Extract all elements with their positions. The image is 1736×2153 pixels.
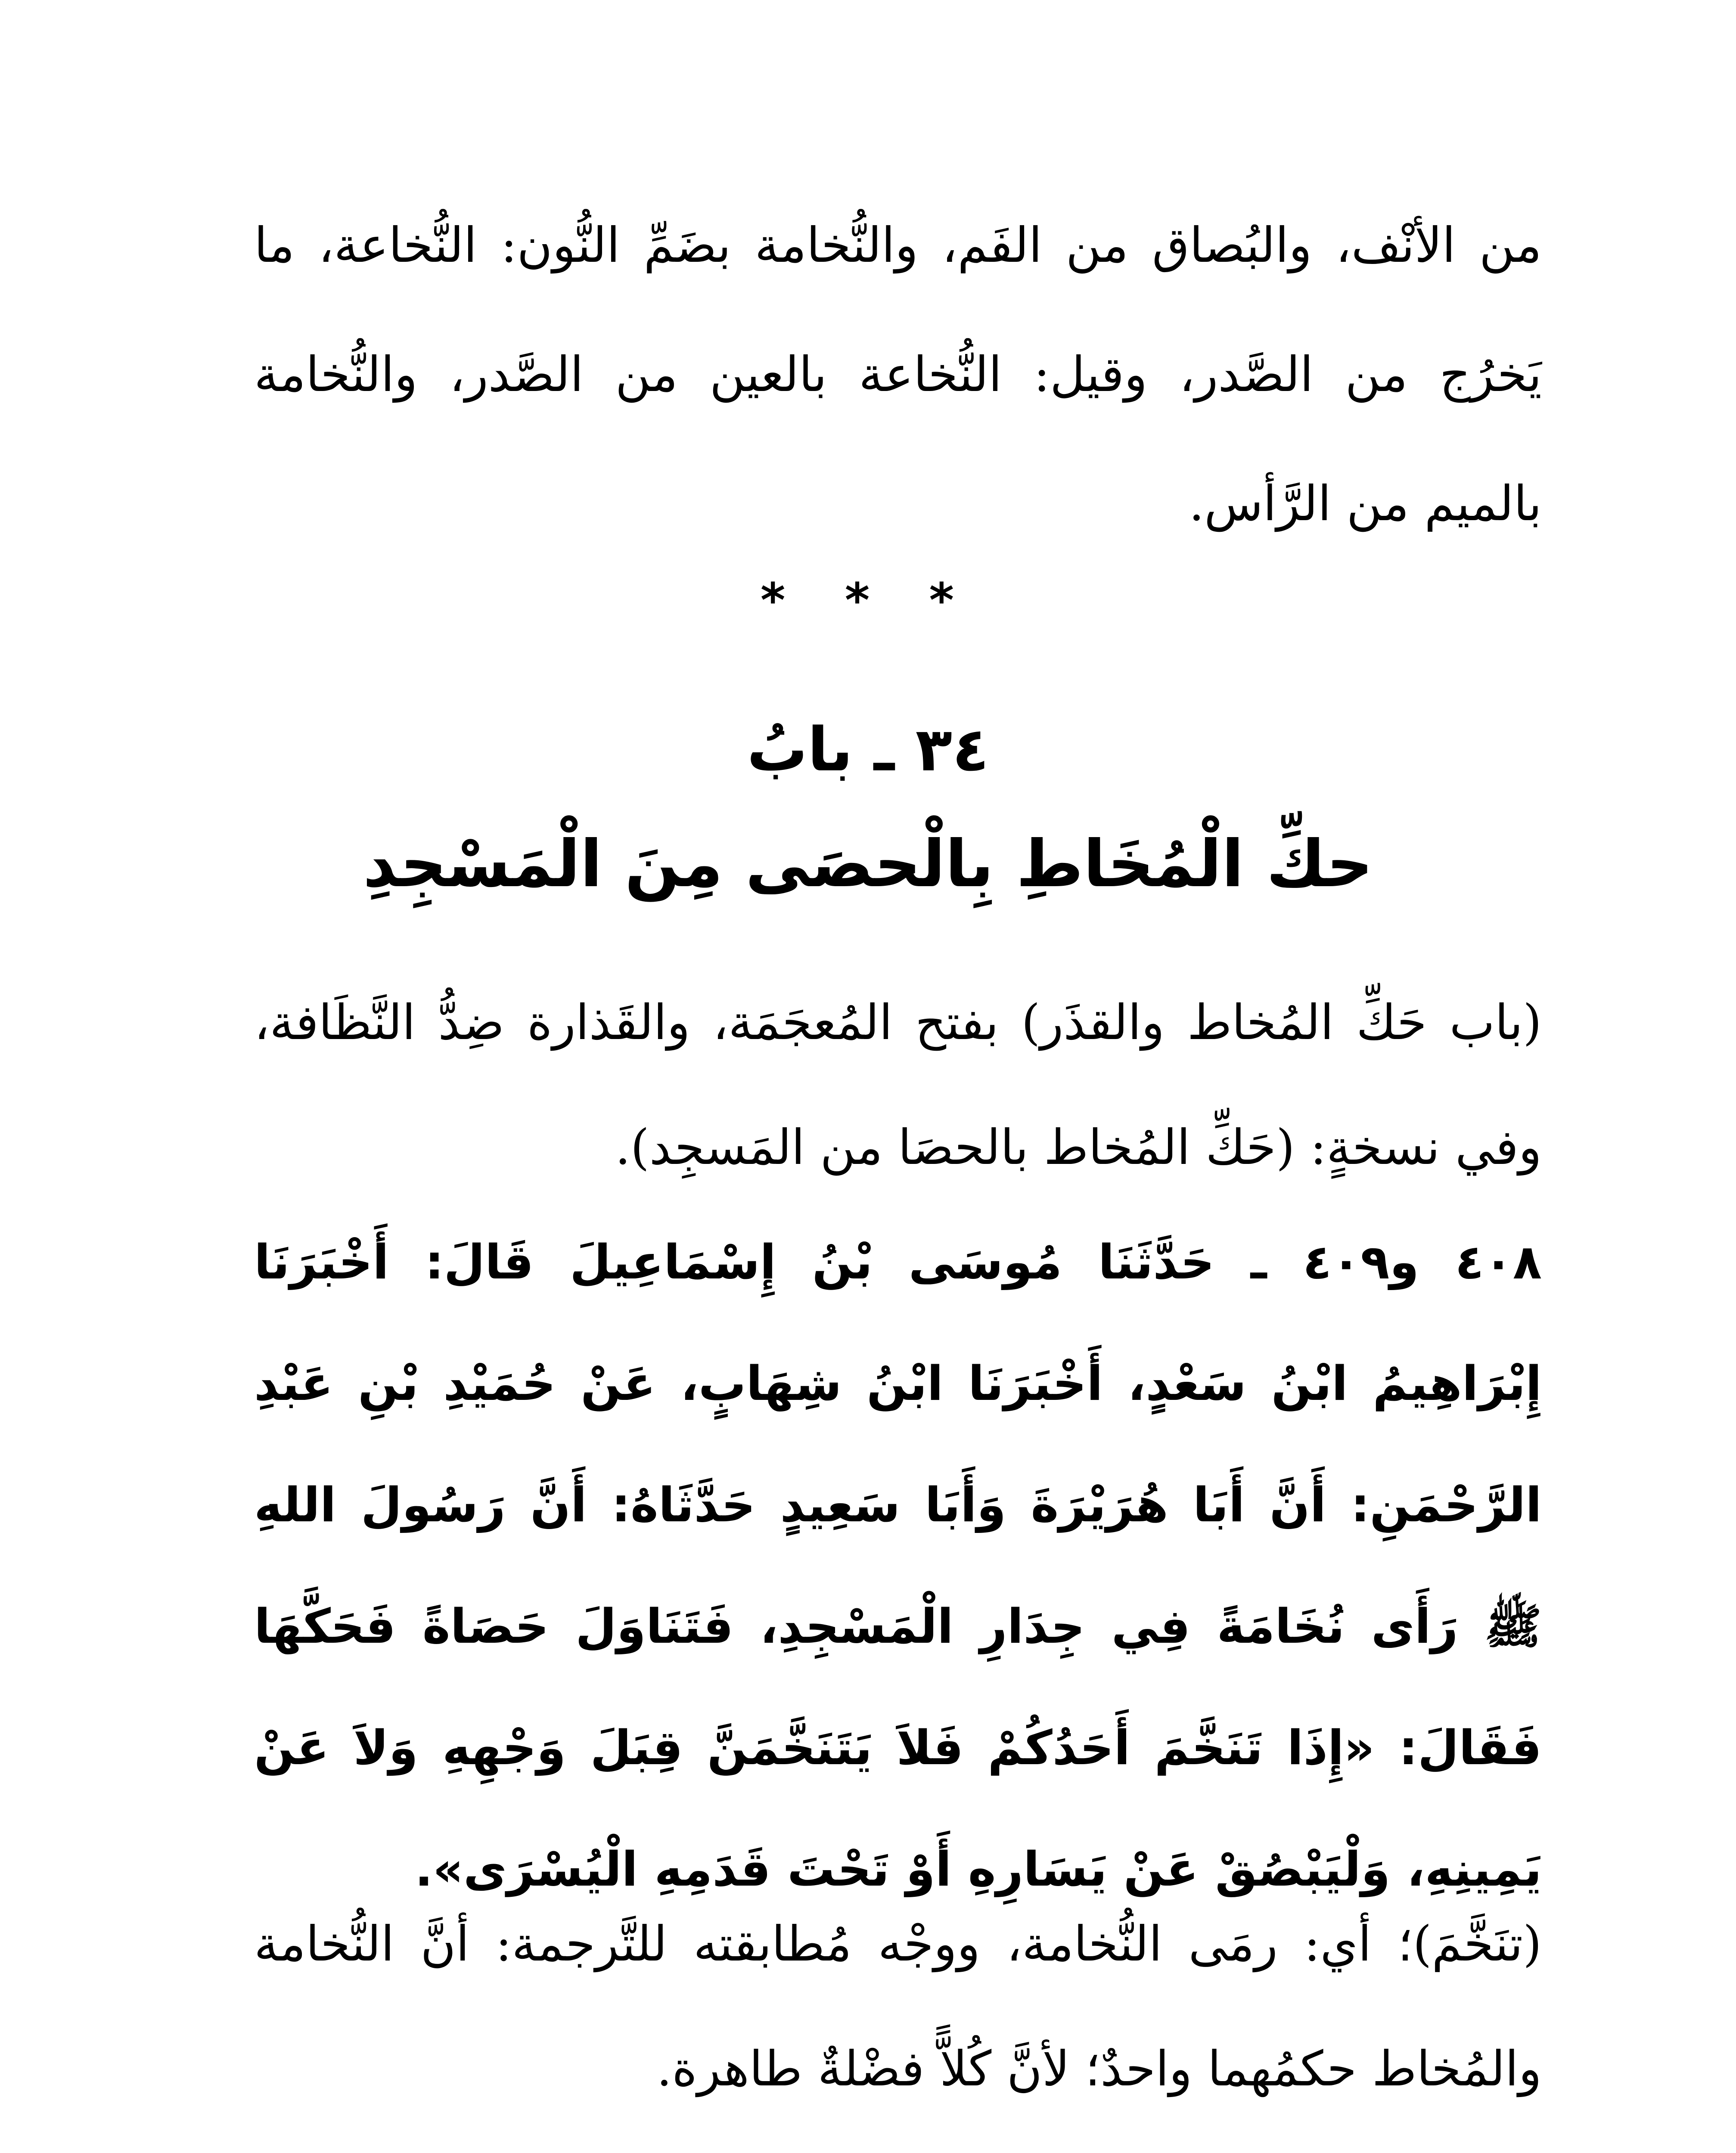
chapter-title: حكِّ الْمُخَاطِ بِالْحصَى مِنَ الْمَسْجِدِ [363, 827, 1373, 902]
hadith-paragraph [254, 1201, 1542, 1930]
commentary-paragraph: (تنَخَّمَ)؛ أي: رمَى النُّخامة، ووجْه مُطابقته للتَّرجمة: أنَّ النُّخامة والمُخاط حكمُهما واحدٌ؛ لأنَّ كُلاًّ فضْلةٌ طاهرة. [254, 1916, 1542, 2097]
explanation-paragraph: (باب حَكِّ المُخاط والقذَر) بفتح المُعجَمَة، والقَذارة ضِدُّ النَّظَافة، وفي نسخةٍ: (حَكِّ المُخاط بالحصَا من المَسجِد). [254, 995, 1542, 1176]
intro-paragraph: من الأنْف، والبُصاق من الفَم، والنُّخامة بضَمِّ النُّون: النُّخاعة، ما يَخرُج من الصَّدر، وقيل: النُّخاعة بالعين من الصَّدر، والنُّخامة بالميم من الرَّأس. [254, 217, 1542, 532]
hadith-number: ٤٠٨ و٤٠٩ [1303, 1235, 1542, 1290]
section-separator-top: * * * [760, 573, 976, 628]
hadith-text: ـ حَدَّثَنَا مُوسَى بْنُ إِسْمَاعِيلَ قَالَ: أَخْبَرَنَا إِبْرَاهِيمُ ابْنُ سَعْدٍ، أَخْبَرَنَا ابْنُ شِهَابٍ، عَنْ حُمَيْدِ بْنِ عَبْدِ الرَّحْمَنِ: أَنَّ أَبَا هُرَيْرَةَ وَأَبَا سَعِيدٍ حَدَّثَاهُ: أَنَّ رَسُولَ اللهِ ﷺ رَأَى نُخَامَةً فِي جِدَارِ الْمَسْجِدِ، فَتَنَاوَلَ حَصَاةً فَحَكَّهَا فَقَالَ: «إِذَا تَنَخَّمَ أَحَدُكُمْ فَلاَ يَتَنَخَّمَنَّ قِبَلَ وَجْهِهِ وَلاَ عَنْ يَمِينِهِ، وَلْيَبْصُقْ عَنْ يَسَارِهِ أَوْ تَحْتَ قَدَمِهِ الْيُسْرَى». [254, 1235, 1542, 1897]
chapter-number: ٣٤ ـ بابُ [747, 715, 989, 785]
